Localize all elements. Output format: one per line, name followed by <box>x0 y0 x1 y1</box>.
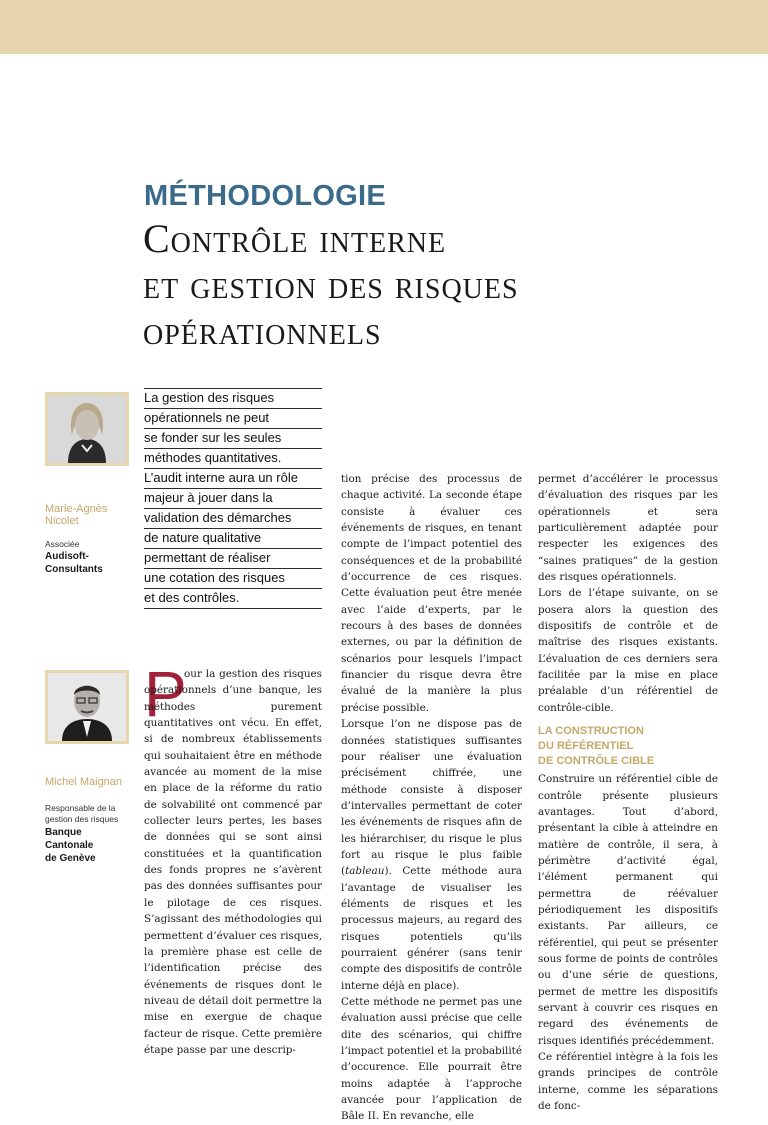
author-name-2: Michel Maignan <box>45 776 123 788</box>
body-paragraph: Cette méthode ne permet pas une évaluation aussi précise que celle dite des scénarios, qui chiffre l’impact potentiel et la probabilité d’occurence. Elle pourrait être moins adaptée à l’approche avancée pour l’application de Bâle II. En revanche, elle <box>341 996 522 1123</box>
section-subheading <box>538 724 718 769</box>
body-column-3 <box>538 471 718 1114</box>
portrait-man-image <box>48 673 126 741</box>
author-org-2: Banque Cantonale de Genève <box>45 827 96 864</box>
body-paragraph <box>144 658 322 1058</box>
section-kicker: MÉTHODOLOGIE <box>144 180 387 212</box>
subheading-line: LA CONSTRUCTION <box>538 725 644 738</box>
lead-line: L’audit interne aura un rôle <box>144 469 322 489</box>
author-role-2: Responsable de la gestion des risques <box>45 803 119 824</box>
lead-line: de nature qualitative <box>144 529 322 549</box>
body-text: Lorsque l’on ne dispose pas de données statistiques suffisantes pour réaliser une évaluation précisément chiffrée, une méthode consiste à disposer d’intervalles permettant de coter les événements de risques afin de les hiérarchiser, du risque le plus fort au risque le plus faible ( <box>341 718 522 878</box>
author-org-1: Audisoft-Consultants <box>45 551 103 575</box>
author-name-1: Marie-Agnès Nicolet <box>45 503 108 527</box>
subheading-line: DE CONTRÔLE CIBLE <box>538 755 655 768</box>
lead-line: et des contrôles. <box>144 589 322 609</box>
drop-cap: P <box>144 658 187 730</box>
body-paragraph: Lors de l’étape suivante, on se posera alors la question des dispositifs de contrôle et de maîtrise des risques existants. L’évaluation de ces derniers sera facilitée par la mise en place préalable d’un référentiel de contrôle-cible. <box>538 587 718 714</box>
portrait-woman-image <box>48 395 126 463</box>
author-role-1: Associée <box>45 539 80 549</box>
lead-line: majeur à jouer dans la <box>144 489 322 509</box>
top-color-band <box>0 0 768 54</box>
body-paragraph <box>341 716 522 994</box>
author-photo-2 <box>45 670 129 744</box>
title-line-1: Contrôle interne <box>143 216 447 261</box>
body-column-2 <box>341 471 522 1125</box>
body-text: our la gestion des risques opérationnels d’une banque, les méthodes purement quantitatives ont vécu. En effet, si de nombreux établissements qui souhaitaient être en méthode avancée au moment de la mise en place de la réforme du ratio de solvabilité ont commencé par collecter leurs pertes, les bases de données qui se sont ainsi constituées et la quantification des fonds propres ne s’avèrent pas des données suffisantes pour le pilotage de ces risques. S’agissant des méthodologies qui permettent d’évaluer ces risques, la première phase est celle de l’identification précise des événements de risques dont le niveau de détail doit permettre la mise en exergue de chaque facteur de risque. Cette première étape passe par une descrip- <box>144 668 322 1056</box>
body-text: ). Cette méthode aura l’avantage de visualiser les éléments de risques et les processus majeurs, au regard des risques potentiels qu’ils pourraient générer (sans tenir compte des dispositifs de contrôle interne déjà en place). <box>341 865 522 992</box>
body-paragraph: Ce référentiel intègre à la fois les grands principes de contrôle interne, comme les séparations de fonc- <box>538 1051 718 1113</box>
lead-paragraph <box>144 388 322 609</box>
title-line-2: et gestion des risques <box>143 262 519 307</box>
lead-line: validation des démarches <box>144 509 322 529</box>
lead-line: se fonder sur les seules <box>144 429 322 449</box>
author-photo-1 <box>45 392 129 466</box>
title-line-3: opérationnels <box>143 308 382 353</box>
body-column-1 <box>144 658 322 1058</box>
lead-line: permettant de réaliser <box>144 549 322 569</box>
lead-line: La gestion des risques <box>144 388 322 409</box>
lead-line: opérationnels ne peut <box>144 409 322 429</box>
subheading-line: DU RÉFÉRENTIEL <box>538 740 634 753</box>
body-paragraph: tion précise des processus de chaque activité. La seconde étape consiste à évaluer ces événements de risques, en tenant compte de l’impact potentiel des conséquences et de la probabilité d’occurrence de ces risques. Cette évaluation peut être menée avec l’aide d’experts, par le recours à des bases de données externes, ou par la définition de scénarios pour lesquels l’impact financier du risque devra être évalué de la manière la plus précise possible. <box>341 473 522 714</box>
body-paragraph: Construire un référentiel cible de contrôle présente plusieurs avantages. Tout d’abord, présentant la cible à atteindre en matière de contrôle, il sera, à périmètre d’activité égal, l’élément permanent qui permettra de réévaluer périodiquement les dispositifs existants. Par ailleurs, ce référentiel, qui peut se présenter sous forme de points de contrôles ou d’une série de questions, permet de mettre les dispositifs servant à couvrir ces risques en regard des événements de risques identifiés précédemment. <box>538 773 718 1047</box>
lead-line: une cotation des risques <box>144 569 322 589</box>
article-title <box>143 216 519 354</box>
body-paragraph: permet d’accélérer le processus d’évaluation des risques par les opérationnels et sera particulièrement adaptée pour respecter les exigences des “saines pratiques” de la gestion des risques opérationnels. <box>538 473 718 584</box>
lead-line: méthodes quantitatives. <box>144 449 322 469</box>
table-reference: tableau <box>345 865 385 878</box>
